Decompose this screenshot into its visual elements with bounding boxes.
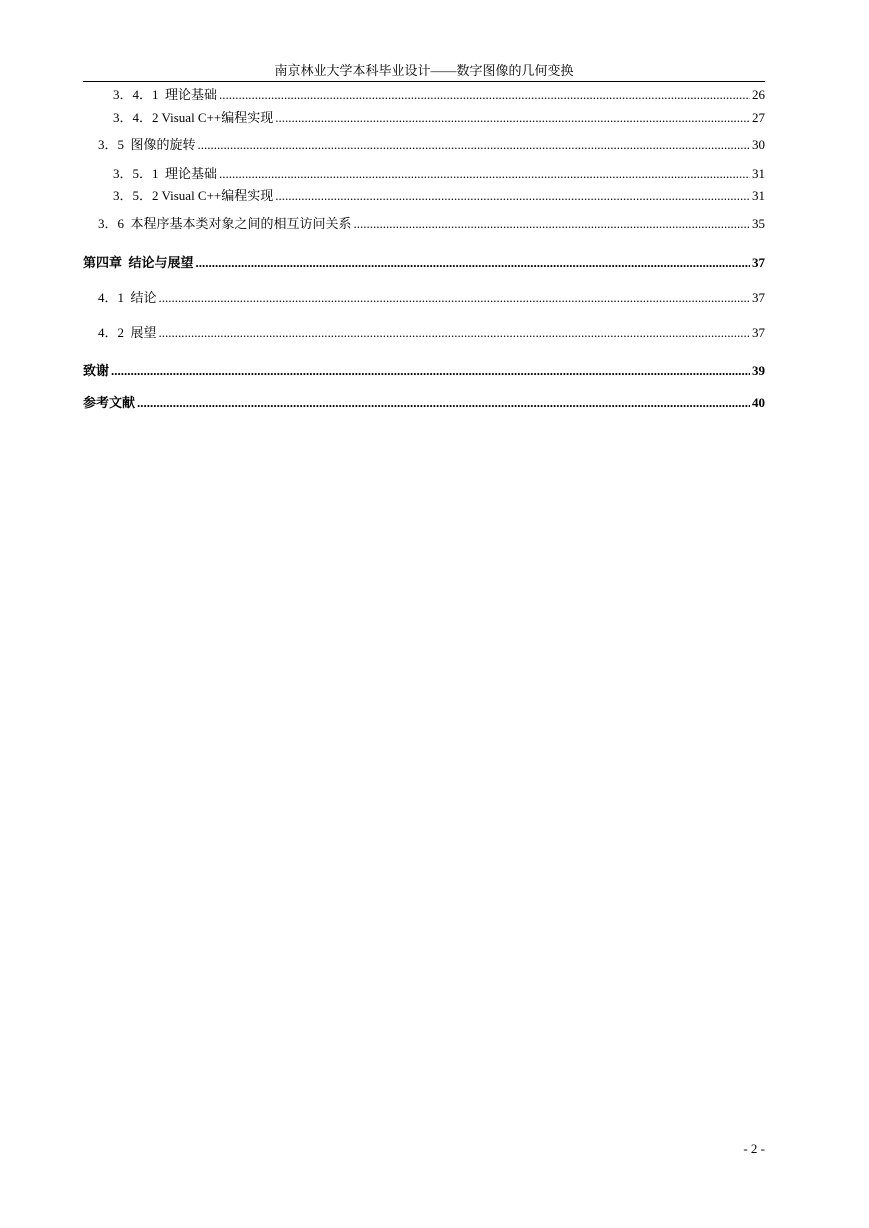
toc-leader-dots [137, 394, 750, 412]
toc-leader-dots [354, 215, 750, 233]
toc-entry-label: 3．4．2 Visual C++编程实现 [113, 110, 274, 125]
toc-leader-dots [198, 136, 750, 154]
toc-entry-chapter-4[interactable] [83, 254, 765, 272]
toc-entry-page: 31 [752, 166, 765, 181]
toc-entry-label: 3．5 图像的旋转 [98, 137, 196, 152]
toc-entry-page: 37 [752, 290, 765, 305]
toc-entry-references[interactable] [83, 394, 765, 412]
toc-entry-label: 参考文献 [83, 395, 136, 410]
toc-entry-label: 3．4．1 理论基础 [113, 87, 218, 102]
toc-entry-4-1[interactable] [83, 289, 765, 307]
toc-entry-3-6[interactable] [83, 215, 765, 233]
toc-entry-3-5-2[interactable] [83, 187, 765, 205]
toc-entry-page: 27 [752, 110, 765, 125]
toc-entry-page: 31 [752, 188, 765, 203]
toc-leader-dots [219, 86, 750, 104]
toc-entry-label: 4．2 展望 [98, 325, 157, 340]
toc-leader-dots [196, 254, 750, 272]
toc-entry-page: 35 [752, 216, 765, 231]
toc-entry-label: 第四章 结论与展望 [83, 255, 194, 270]
toc-entry-page: 26 [752, 87, 765, 102]
header-rule [83, 81, 765, 82]
toc-leader-dots [111, 362, 750, 380]
toc-entry-3-5[interactable] [83, 136, 765, 154]
toc-entry-3-4-2[interactable] [83, 109, 765, 127]
running-header: 南京林业大学本科毕业设计——数字图像的几何变换 [274, 63, 574, 78]
toc-entry-4-2[interactable] [83, 324, 765, 342]
toc-entry-label: 4．1 结论 [98, 290, 157, 305]
toc-entry-label: 3．5．2 Visual C++编程实现 [113, 188, 274, 203]
toc-entry-label: 致谢 [83, 363, 110, 378]
toc-leader-dots [275, 109, 750, 127]
toc-entry-3-5-1[interactable] [83, 165, 765, 183]
toc-leader-dots [219, 165, 750, 183]
page-number: - 2 - [743, 1141, 765, 1156]
toc-entry-page: 39 [752, 363, 765, 378]
toc-leader-dots [159, 289, 750, 307]
toc-entry-label: 3．6 本程序基本类对象之间的相互访问关系 [98, 216, 352, 231]
toc-entry-page: 40 [752, 395, 765, 410]
toc-entry-3-4-1[interactable] [83, 86, 765, 104]
toc-entry-label: 3．5．1 理论基础 [113, 166, 218, 181]
toc-entry-acknowledgements[interactable] [83, 362, 765, 380]
toc-leader-dots [275, 187, 750, 205]
toc-entry-page: 30 [752, 137, 765, 152]
toc-entry-page: 37 [752, 325, 765, 340]
toc-leader-dots [159, 324, 750, 342]
toc-entry-page: 37 [752, 255, 765, 270]
